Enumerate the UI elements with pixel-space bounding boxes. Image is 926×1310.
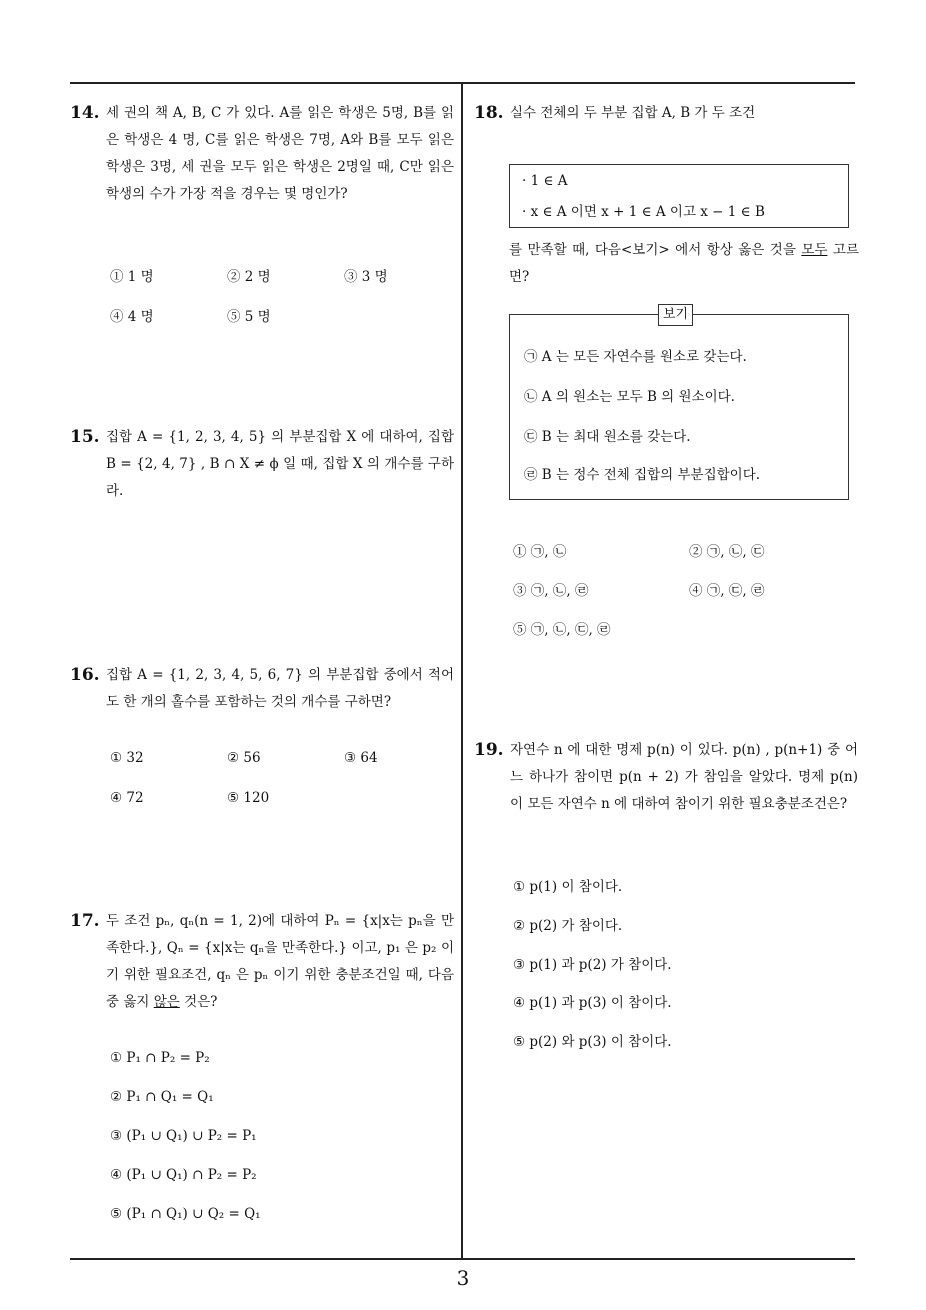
question-text: 집합 A = {1, 2, 3, 4, 5} 의 부분집합 X 에 대하여, 집합 B = {2, 4, 7} , B ∩ X ≠ ϕ 일 때, 집합 X 의 개수를 구하라. [106, 429, 454, 499]
bottom-rule [70, 1258, 855, 1260]
conditions-box [509, 164, 849, 228]
question-text: 자연수 n 에 대한 명제 p(n) 이 있다. p(n) , p(n+1) 중 어느 하나가 참이면 p(n + 2) 가 참임을 알았다. 명제 p(n) 이 모든 자연수 n 에 대하여 참이기 위한 필요충분조건은? [510, 742, 858, 812]
question-text: 실수 전체의 두 부분 집합 A, B 가 두 조건 [510, 105, 756, 121]
question-text [106, 908, 454, 1016]
emphasis-underline: 모두 [801, 242, 828, 258]
choice-2[interactable]: ② 2 명 [227, 269, 271, 285]
condition-2: · x ∈ A 이면 x + 1 ∈ A 이고 x − 1 ∈ B [522, 204, 765, 220]
bogi-box [509, 314, 849, 500]
question-15 [70, 424, 454, 505]
bogi-title: 보기 [658, 304, 693, 326]
question-18-continued [509, 237, 859, 291]
question-text-main: 를 만족할 때, 다음<보기> 에서 항상 옳은 것을 [509, 242, 802, 258]
choice-3[interactable]: ③ (P₁ ∪ Q₁) ∪ P₂ = P₁ [110, 1128, 257, 1144]
choice-1[interactable]: ① 1 명 [110, 269, 154, 285]
choice-2[interactable]: ② 56 [227, 750, 261, 766]
page-number: 3 [456, 1266, 470, 1290]
choice-3[interactable]: ③ 3 명 [344, 269, 388, 285]
choice-3[interactable]: ③ 64 [344, 750, 378, 766]
top-rule [70, 82, 855, 84]
column-divider [461, 82, 463, 1259]
choice-4[interactable]: ④ 4 명 [110, 309, 154, 325]
question-text-end: 고르면? [509, 242, 859, 285]
choice-5[interactable]: ⑤ ㉠, ㉡, ㉢, ㉣ [513, 622, 611, 638]
choice-2[interactable]: ② P₁ ∩ Q₁ = Q₁ [110, 1089, 214, 1105]
bogi-item-4: ㉣ B 는 정수 전체 집합의 부분집합이다. [524, 467, 761, 483]
choice-5[interactable]: ⑤ (P₁ ∩ Q₁) ∪ Q₂ = Q₁ [110, 1206, 261, 1222]
emphasis-underline: 않은 [153, 994, 180, 1010]
question-16 [70, 662, 454, 716]
choice-2[interactable]: ② ㉠, ㉡, ㉢ [689, 544, 765, 560]
choice-4[interactable]: ④ p(1) 과 p(3) 이 참이다. [513, 995, 672, 1011]
choice-3[interactable]: ③ p(1) 과 p(2) 가 참이다. [513, 957, 672, 973]
question-text-end: 것은? [179, 994, 218, 1010]
question-text-main: 두 조건 pₙ, qₙ(n = 1, 2)에 대하여 Pₙ = {x|x는 pₙ을 만족한다.}, Qₙ = {x|x는 qₙ을 만족한다.} 이고, p₁ 은 p₂ 이기 위한 필요조건, qₙ 은 pₙ 이기 위한 충분조건일 때, 다음 중 옳지 [106, 913, 454, 1010]
choice-5[interactable]: ⑤ p(2) 와 p(3) 이 참이다. [513, 1034, 672, 1050]
choice-4[interactable]: ④ ㉠, ㉢, ㉣ [689, 583, 765, 599]
question-number: 18. [474, 103, 504, 123]
question-text: 세 권의 책 A, B, C 가 있다. A를 읽은 학생은 5명, B를 읽은 학생은 4 명, C를 읽은 학생은 7명, A와 B를 모두 읽은 학생은 3명, 세 권을 모두 읽은 학생은 2명일 때, C만 읽은 학생의 수가 가장 적을 경우는 몇 명인가? [106, 105, 454, 202]
question-17 [70, 908, 454, 1016]
bogi-item-3: ㉢ B 는 최대 원소를 갖는다. [524, 429, 691, 445]
condition-1: · 1 ∈ A [522, 173, 568, 189]
question-18 [474, 100, 858, 127]
choice-4[interactable]: ④ (P₁ ∪ Q₁) ∩ P₂ = P₂ [110, 1167, 257, 1183]
choice-2[interactable]: ② p(2) 가 참이다. [513, 918, 623, 934]
choice-4[interactable]: ④ 72 [110, 790, 144, 806]
bogi-item-1: ㉠ A 는 모든 자연수를 원소로 갖는다. [524, 349, 747, 365]
question-text [509, 237, 859, 291]
question-14 [70, 100, 454, 208]
choice-1[interactable]: ① ㉠, ㉡ [513, 544, 567, 560]
question-text: 집합 A = {1, 2, 3, 4, 5, 6, 7} 의 부분집합 중에서 적어도 한 개의 홀수를 포함하는 것의 개수를 구하면? [106, 667, 454, 710]
question-19 [474, 737, 858, 818]
bogi-item-2: ㉡ A 의 원소는 모두 B 의 원소이다. [524, 389, 735, 405]
choice-3[interactable]: ③ ㉠, ㉡, ㉣ [513, 583, 589, 599]
choice-1[interactable]: ① P₁ ∩ P₂ = P₂ [110, 1050, 210, 1066]
question-number: 19. [474, 740, 504, 760]
choice-5[interactable]: ⑤ 120 [227, 790, 270, 806]
choice-1[interactable]: ① p(1) 이 참이다. [513, 879, 623, 895]
question-number: 16. [70, 665, 100, 685]
choice-1[interactable]: ① 32 [110, 750, 144, 766]
question-number: 15. [70, 427, 100, 447]
question-number: 14. [70, 103, 100, 123]
question-number: 17. [70, 911, 100, 931]
choice-5[interactable]: ⑤ 5 명 [227, 309, 271, 325]
